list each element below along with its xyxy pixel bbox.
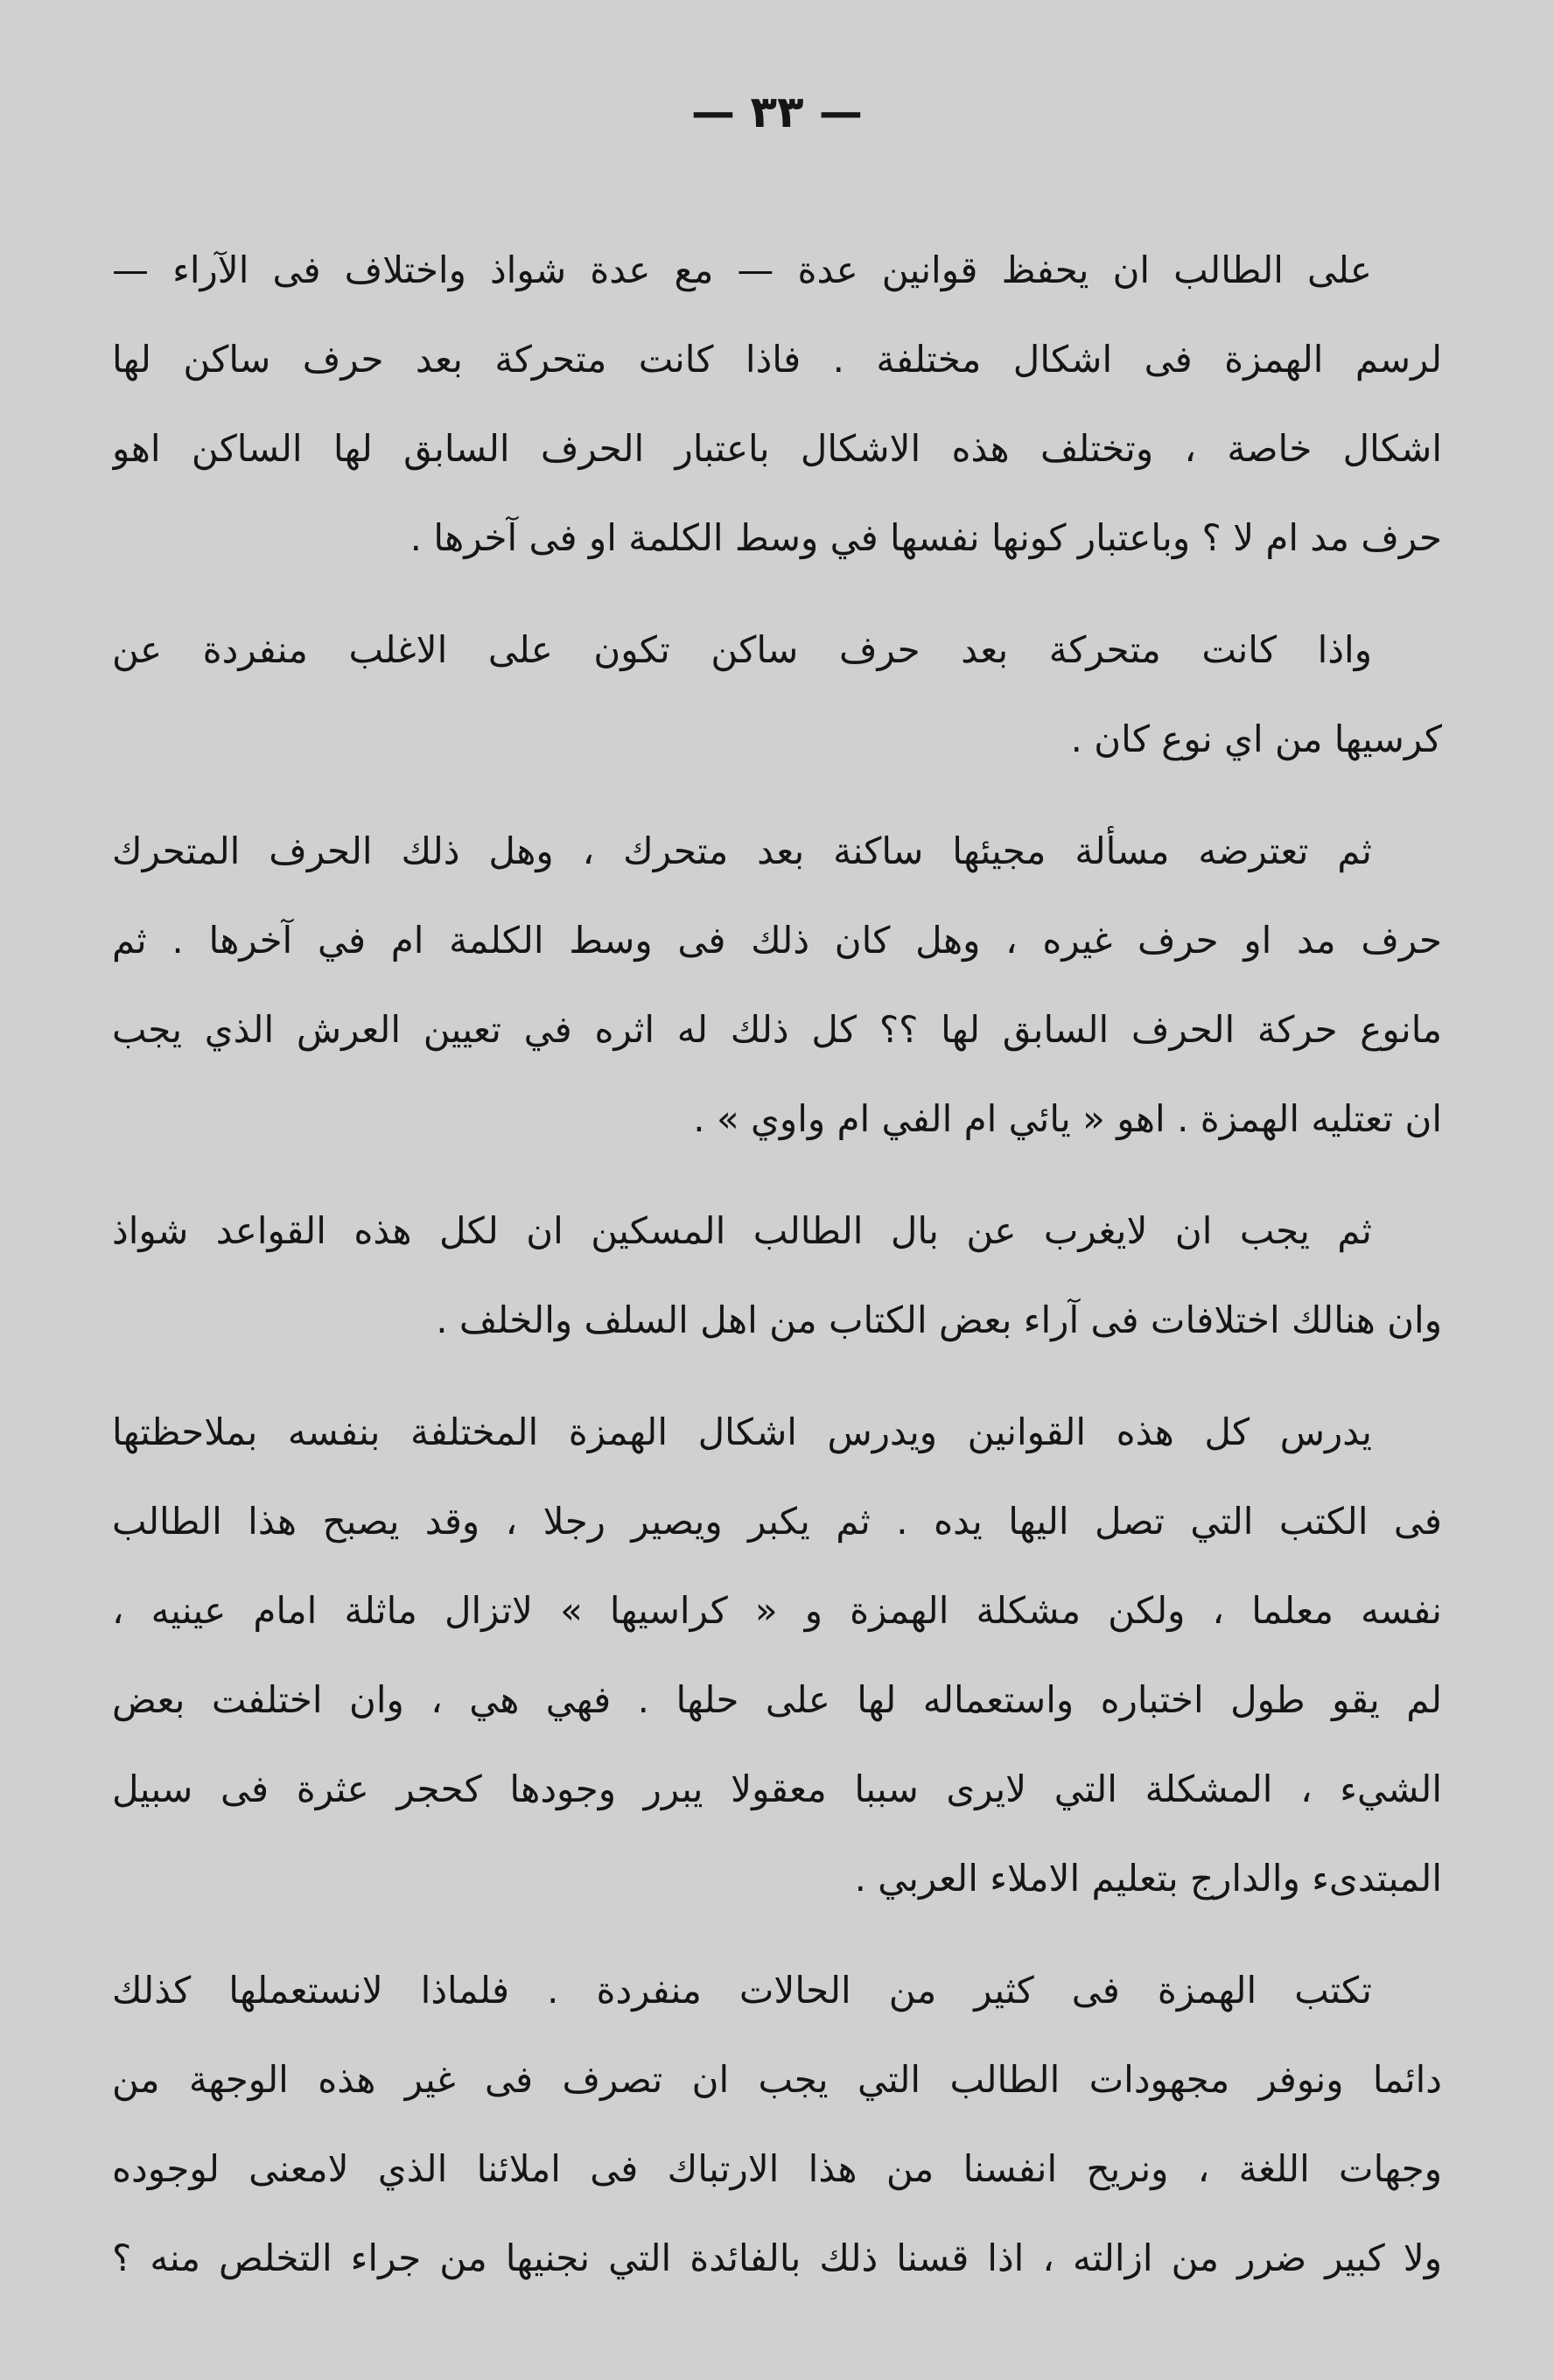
paragraph-5 <box>112 1388 1442 1923</box>
text-line: على الطالب ان يحفظ قوانين عدة — مع عدة شواذ واختلاف فى الآراء — <box>112 248 1372 291</box>
paragraph-1 <box>112 226 1442 583</box>
text-line: يدرس كل هذه القوانين ويدرس اشكال الهمزة المختلفة بنفسه بملاحظتها <box>112 1410 1372 1453</box>
page-number: — ٣٣ — <box>691 87 863 137</box>
paragraph-3 <box>112 807 1442 1164</box>
paragraph-6 <box>112 1946 1442 2303</box>
text-line: لرسم الهمزة فى اشكال مختلفة . فاذا كانت متحركة بعد حرف ساكن لها <box>112 338 1442 381</box>
text-line: المبتدىء والدارج بتعليم الاملاء العربي . <box>854 1857 1442 1900</box>
text-line: فى الكتب التي تصل اليها يده . ثم يكبر ويصير رجلا ، وقد يصبح هذا الطالب <box>112 1500 1442 1543</box>
text-line: مانوع حركة الحرف السابق لها ؟؟ كل ذلك له اثره في تعيين العرش الذي يجب <box>112 1008 1442 1051</box>
text-line: لم يقو طول اختباره واستعماله لها على حلها . فهي هي ، وان اختلفت بعض <box>112 1678 1442 1721</box>
text-line: تكتب الهمزة فى كثير من الحالات منفردة . فلماذا لانستعملها كذلك <box>112 1969 1372 2012</box>
text-line: وان هنالك اختلافات فى آراء بعض الكتاب من اهل السلف والخلف . <box>436 1298 1442 1341</box>
text-line: ثم يجب ان لايغرب عن بال الطالب المسكين ان لكل هذه القواعد شواذ <box>112 1209 1372 1252</box>
text-line: وجهات اللغة ، ونريح انفسنا من هذا الارتباك فى املائنا الذي لامعنى لوجوده <box>112 2147 1442 2190</box>
paragraph-2 <box>112 606 1442 784</box>
text-line: ان تعتليه الهمزة . اهو « يائي ام الفي ام واوي » . <box>693 1097 1442 1140</box>
text-line: اشكال خاصة ، وتختلف هذه الاشكال باعتبار الحرف السابق لها الساكن اهو <box>112 427 1442 470</box>
text-line: الشيء ، المشكلة التي لايرى سببا معقولا يبرر وجودها كحجر عثرة فى سبيل <box>112 1768 1442 1810</box>
body-text <box>112 226 1442 2303</box>
text-line: حرف مد او حرف غيره ، وهل كان ذلك فى وسط الكلمة ام في آخرها . ثم <box>112 919 1442 962</box>
text-line: ثم تعترضه مسألة مجيئها ساكنة بعد متحرك ، وهل ذلك الحرف المتحرك <box>112 830 1372 872</box>
text-line: واذا كانت متحركة بعد حرف ساكن تكون على الاغلب منفردة عن <box>112 628 1372 671</box>
text-line: ولا كبير ضرر من ازالته ، اذا قسنا ذلك بالفائدة التي نجنيها من جراء التخلص منه ؟ <box>112 2236 1442 2279</box>
text-line: نفسه معلما ، ولكن مشكلة الهمزة و « كراسيها » لاتزال ماثلة امام عينيه ، <box>112 1589 1442 1632</box>
paragraph-4 <box>112 1186 1442 1365</box>
text-line: دائما ونوفر مجهودات الطالب التي يجب ان تصرف فى غير هذه الوجهة من <box>112 2058 1442 2101</box>
text-line: كرسيها من اي نوع كان . <box>1070 718 1442 760</box>
text-line: حرف مد ام لا ؟ وباعتبار كونها نفسها في وسط الكلمة او فى آخرها . <box>410 516 1442 559</box>
